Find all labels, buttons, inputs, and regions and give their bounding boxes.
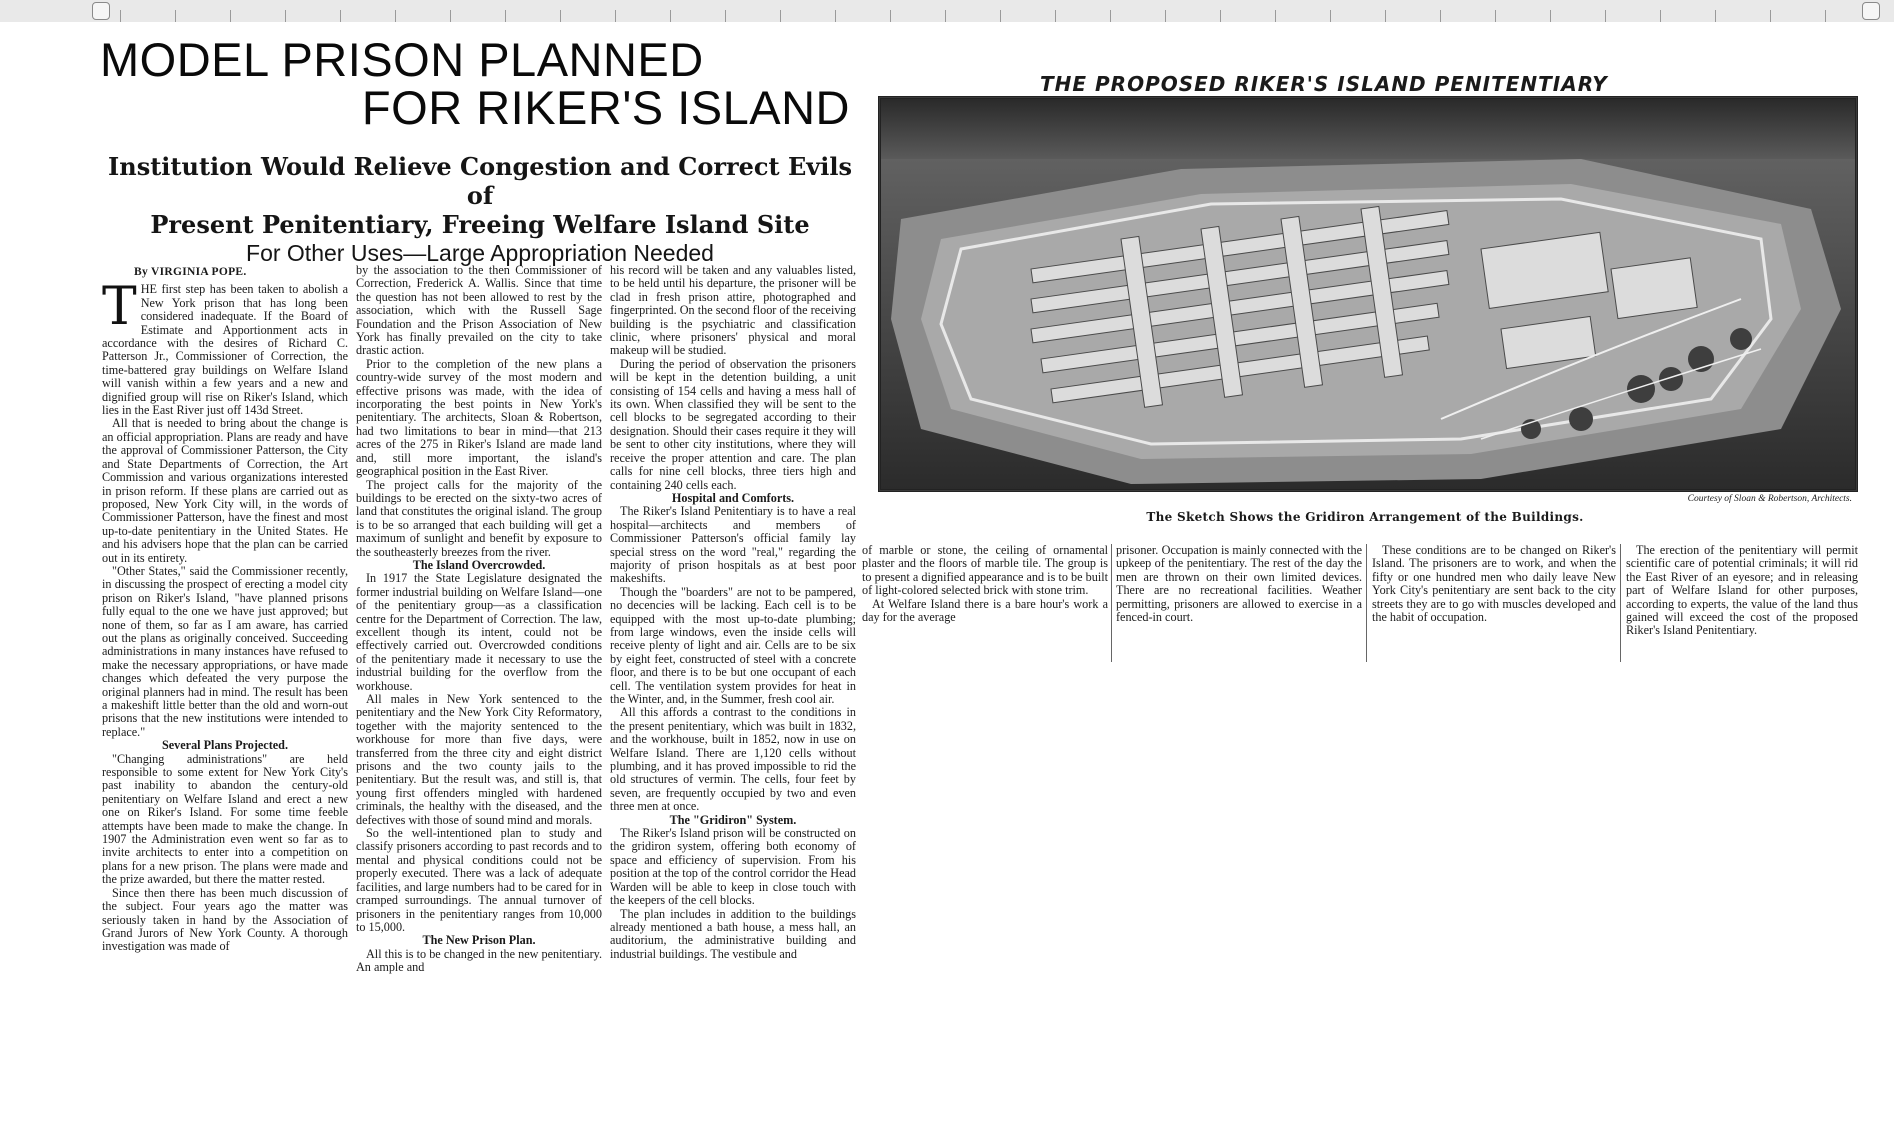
- paragraph: In 1917 the State Legislature designated the former industrial building on Welfare Island—one of the penitentiary group—as a classification centre for the Department of Correction. The law, excellent though its intent, could not be effectively carried out. Overcrowded conditions of the penitentiary made it necessary to use the industrial building for the overflow from the workhouse.: [356, 571, 602, 693]
- deck-line-1: Institution Would Relieve Congestion and Correct Evils of: [108, 152, 852, 210]
- subheading: The Island Overcrowded.: [412, 557, 546, 572]
- article-column-2: [356, 264, 602, 975]
- ruler-tick: [780, 10, 781, 22]
- ruler-tick: [1770, 10, 1771, 22]
- paragraph: Prior to the completion of the new plans a country-wide survey of the most modern and effective prisons was made, with the idea of incorporating the best points in New York's penitentiary. The architects, Sloan & Robertson, had two limitations to bear in mind—that 213 acres of the 275 in Riker's Island are made land and, still more important, the island's geographical position in the East River.: [356, 356, 602, 479]
- lower-column-1: [862, 544, 1108, 624]
- ruler-tick: [1495, 10, 1496, 22]
- paragraph-text: HE first step has been taken to abolish a New York prison that has long been considered inadequate. If the Board of Estimate and Apportionment acts in accordance with the desires of Richard C. Patterson Jr., Commissioner of Correction, the time-battered gray buildings on Welfare Island will vanish within a few years and a new and dignified group will rise on Riker's Island, which lies in the East River just off 143d Street.: [102, 282, 348, 418]
- deck-line-2: Present Penitentiary, Freeing Welfare Island Site: [150, 210, 810, 239]
- column-rule: [1111, 544, 1112, 662]
- headline: [100, 33, 860, 134]
- ruler-tick: [450, 10, 451, 22]
- paragraph: The Riker's Island prison will be constructed on the gridiron system, offering both economy of space and efficiency of supervision. From his position at the top of the control corridor the Head Warden will be able to keep in close touch with the keepers of the cell blocks.: [610, 826, 856, 908]
- ruler-tick: [1825, 10, 1826, 22]
- column-rule: [1620, 544, 1621, 662]
- ruler-tick: [615, 10, 616, 22]
- ruler-tick: [1605, 10, 1606, 22]
- paragraph: The plan includes in addition to the buildings already mentioned a bath house, a mess hall, an auditorium, the administrative building and industrial buildings. The vestibule and: [610, 906, 856, 961]
- headline-line-2: FOR RIKER'S ISLAND: [361, 81, 850, 134]
- paragraph: his record will be taken and any valuables listed, to be held until his departure, the prisoner will be clad in fresh prison attire, photographed and fingerprinted. On the second floor of the receiving building is the psychiatric and classification clinic, where prisoners' physical and moral makeup will be studied.: [610, 263, 856, 358]
- ruler-tick: [505, 10, 506, 22]
- ruler-left-margin-handle[interactable]: [92, 2, 110, 20]
- paragraph: of marble or stone, the ceiling of ornamental plaster and the floors of marble tile. The group is to present a dignified appearance and is to be built of light-colored selected brick with stone trim.: [862, 543, 1108, 598]
- ruler-right-margin-handle[interactable]: [1862, 2, 1880, 20]
- lower-column-4: [1626, 544, 1858, 638]
- paragraph: All this affords a contrast to the conditions in the present penitentiary, which was built in 1832, and the workhouse, built in 1852, now in use on Welfare Island. There are 1,120 cells without plumbing, and it has proved impossible to rid the old structures of vermin. The cells, four feet by seven, are frequently occupied by two and even three men at once.: [610, 705, 856, 814]
- ruler-tick: [835, 10, 836, 22]
- ruler-tick: [1055, 10, 1056, 22]
- subheading: The New Prison Plan.: [422, 933, 536, 948]
- deck-subheadline: [100, 152, 860, 268]
- penitentiary-sketch-illustration: [881, 99, 1855, 489]
- article-column-3: [610, 264, 856, 961]
- paragraph: "Other States," said the Commissioner recently, in discussing the prospect of erecting a model city prison on Riker's Island, "have planned prisons fully equal to the one we have just approved; but none of them, so far as I am aware, has carried out the plans as originally conceived. Succeeding administrations in many instances have refused to make the necessary appropriations, or have made changes which defeated the very purpose the original planners had in mind. The result has been a makeshift little better than the old and worn-out prisons that the new institutions were intended to replace.": [102, 563, 348, 739]
- ruler-tick: [670, 10, 671, 22]
- photo-credit: Courtesy of Sloan & Robertson, Architects.: [1687, 494, 1852, 504]
- paragraph: [102, 277, 348, 418]
- paragraph: All this is to be changed in the new penitentiary. An ample and: [356, 946, 602, 975]
- article-column-1: [102, 264, 348, 954]
- ruler-tick: [1110, 10, 1111, 22]
- paragraph: All that is needed to bring about the change is an official appropriation. Plans are ready and have the approval of Commissioner Patterson, the City and State Departments of Correction, the Art Commission and various organizations interested in prison reform. If these plans are carried out as proposed, New York City will, in the words of Commissioner Patterson, have the finest and most up-to-date penitentiary in the United States. He and his advisers hope that the plan can be carried out in its entirety.: [102, 416, 348, 565]
- lower-column-2: [1116, 544, 1362, 624]
- ruler-tick: [560, 10, 561, 22]
- paragraph: At Welfare Island there is a bare hour's work a day for the average: [862, 596, 1108, 625]
- paragraph: Since then there has been much discussion of the subject. Four years ago the matter was seriously taken in hand by the Association of Grand Jurors of New York County. A thorough investigation was made of: [102, 885, 348, 954]
- paragraph: The Riker's Island Penitentiary is to have a real hospital—architects and members of Commissioner Patterson's official family lay special stress on the word "real," regarding the majority of prison hospitals as at best poor makeshifts.: [610, 504, 856, 586]
- paragraph: So the well-intentioned plan to study and classify prisoners according to past records and to mental and physical conditions could not be properly executed. There was a lack of adequate facilities, and large numbers had to be cared for in cramped surroundings. The annual turnover of prisoners in the penitentiary ranges from 10,000 to 15,000.: [356, 826, 602, 934]
- ruler-tick: [1165, 10, 1166, 22]
- photo-title: THE PROPOSED RIKER'S ISLAND PENITENTIARY: [1040, 72, 1608, 96]
- ruler-tick: [1275, 10, 1276, 22]
- drop-cap: T: [102, 277, 137, 338]
- photo-caption: The Sketch Shows the Gridiron Arrangement of the Buildings.: [1146, 510, 1584, 524]
- ruler-tick: [945, 10, 946, 22]
- subheading: Several Plans Projected.: [161, 738, 289, 753]
- ruler-tick: [230, 10, 231, 22]
- ruler-tick: [1660, 10, 1661, 22]
- paragraph: During the period of observation the prisoners will be kept in the detention building, a unit consisting of 154 cells and having a mess hall of its own. When classified they will be sent to the cell blocks to be segregated according to their designation. Should their cases require it they will be sent to other city institutions, where they will receive the proper attention and care. The plan calls for nine cell blocks, three tiers high and containing 240 cells each.: [610, 356, 856, 492]
- headline-line-1: MODEL PRISON PLANNED: [100, 33, 704, 86]
- ruler-tick: [120, 10, 121, 22]
- ruler-tick: [1330, 10, 1331, 22]
- ruler-tick: [395, 10, 396, 22]
- ruler-tick: [1715, 10, 1716, 22]
- ruler-tick: [1220, 10, 1221, 22]
- ruler-tick: [175, 10, 176, 22]
- paragraph: "Changing administrations" are held responsible to some extent for New York City's past inability to abandon the century-old penitentiary on Welfare Island and erect a new one on Riker's Island. For some time feeble attempts have been made to make the change. In 1907 the Administration even went so far as to invite architects to enter into a competition on plans for a new prison. The plans were made and the prize awarded, but there the matter rested.: [102, 751, 348, 887]
- ruler-tick: [890, 10, 891, 22]
- ruler-tick: [725, 10, 726, 22]
- ruler-tick: [1550, 10, 1551, 22]
- subheading: The "Gridiron" System.: [669, 812, 797, 827]
- lower-column-3: [1372, 544, 1616, 624]
- paragraph: These conditions are to be changed on Riker's Island. The prisoners are to work, and when the fifty or one hundred men who daily leave New York City's penitentiary are sent back to the city streets they are to go with muscles developed and the habit of occupation.: [1372, 543, 1616, 625]
- ruler-tick: [1000, 10, 1001, 22]
- paragraph: by the association to the then Commissioner of Correction, Frederick A. Wallis. Since that time the question has not been allowed to rest by the association, which with the Russell Sage Foundation and the Prison Association of New York has finally prevailed on the city to take drastic action.: [356, 263, 602, 358]
- penitentiary-sketch-image: [878, 96, 1858, 492]
- column-rule: [1366, 544, 1367, 662]
- ruler-tick: [285, 10, 286, 22]
- ruler-tick: [1440, 10, 1441, 22]
- ruler-tick: [340, 10, 341, 22]
- subheading: Hospital and Comforts.: [671, 490, 795, 505]
- paragraph: Though the "boarders" are not to be pampered, no decencies will be lacking. Each cell is to be equipped with the most up-to-date plumbing; from large windows, even the inside cells will receive plenty of light and air. Cells are to be six by eight feet, constructed of steel with a concrete floor, and there is to be but one occupant of each cell. The ventilation system provides for heat in the Winter, and, in the Summer, fresh cool air.: [610, 584, 856, 706]
- byline: By VIRGINIA POPE.: [134, 266, 247, 278]
- paragraph: All males in New York sentenced to the penitentiary and the New York City Reformatory, together with the majority sentenced to the workhouse for more than five days, were transferred from the three city and eight district prisons and the two county jails to the penitentiary. But the result was, and still is, that young first offenders mingled with hardened criminals, the healthy with the diseased, and the defectives with those of sound mind and morals.: [356, 692, 602, 827]
- ruler-tick: [1385, 10, 1386, 22]
- newspaper-page: [0, 22, 1894, 1146]
- paragraph: The project calls for the majority of the buildings to be erected on the sixty-two acres of land that constitutes the original island. The group is to be so arranged that each building will get a maximum of sunlight and benefit by exposure to the southeasterly breezes from the river.: [356, 477, 602, 559]
- viewer-ruler: [0, 0, 1894, 23]
- paragraph: prisoner. Occupation is mainly connected with the upkeep of the penitentiary. The rest of the day the men are thrown on their own limited devices. There are no recreational facilities. Weather permitting, prisoners are allowed to exercise in a fenced-in court.: [1116, 543, 1362, 625]
- deck-line-3: For Other Uses—Large Appropriation Needed: [246, 240, 714, 266]
- paragraph: The erection of the penitentiary will permit scientific care of potential criminals; it will rid the East River of an eyesore; and in releasing part of Welfare Island for other purposes, according to experts, the value of the land thus gained will exceed the cost of the proposed Riker's Island Penitentiary.: [1626, 543, 1858, 638]
